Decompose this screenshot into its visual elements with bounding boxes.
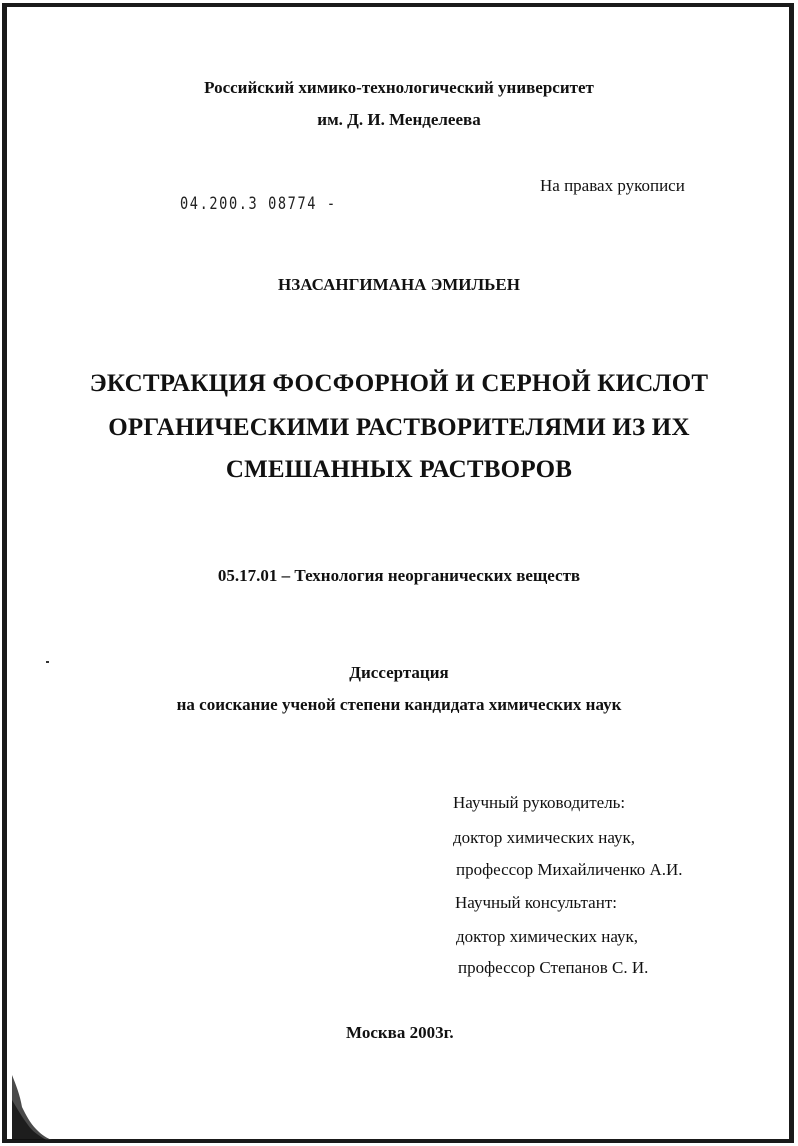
scan-corner-shadow [12, 1055, 52, 1140]
registration-stamp: 04.200.3 08774 - [180, 194, 337, 214]
dissertation-label: Диссертация [349, 663, 449, 682]
consultant-degree: доктор химических наук, [456, 927, 639, 946]
consultant-name: профессор Степанов С. И. [458, 958, 649, 977]
supervisor-degree: доктор химических наук, [453, 828, 636, 847]
thesis-title-line-3: СМЕШАННЫХ РАСТВОРОВ [225, 456, 573, 483]
place-and-year: Москва 2003г. [346, 1023, 454, 1042]
university-name: Российский химико-технологический университет [204, 78, 594, 97]
author-name: НЗАСАНГИМАНА ЭМИЛЬЕН [278, 275, 520, 294]
supervisor-heading: Научный руководитель: [453, 793, 626, 812]
supervisor-name: профессор Михайличенко А.И. [456, 860, 683, 879]
page-border-bottom [2, 1139, 793, 1143]
degree-statement: на соискание ученой степени кандидата химических наук [176, 695, 622, 714]
specialty-code: 05.17.01 – Технология неорганических веществ [217, 566, 581, 585]
consultant-heading: Научный консультант: [455, 893, 617, 912]
page-border-top [2, 3, 793, 7]
university-named-after: им. Д. И. Менделеева [317, 110, 481, 129]
thesis-title-line-2: ОРГАНИЧЕСКИМИ РАСТВОРИТЕЛЯМИ ИЗ ИХ [108, 414, 690, 441]
thesis-title-line-1: ЭКСТРАКЦИЯ ФОСФОРНОЙ И СЕРНОЙ КИСЛОТ [89, 370, 709, 397]
rights-note: На правах рукописи [540, 176, 685, 195]
